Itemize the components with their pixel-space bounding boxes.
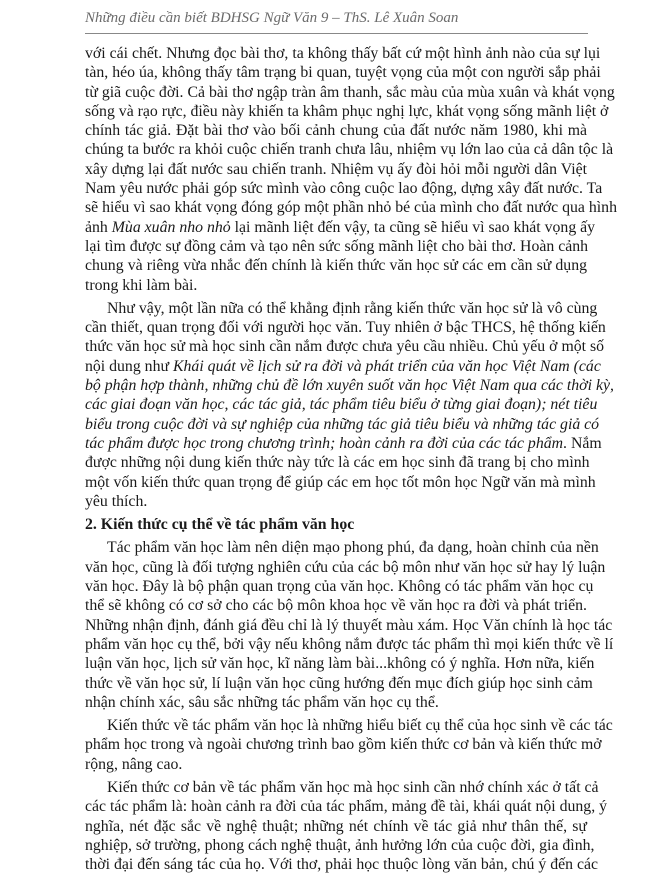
- text-line: [85, 198, 617, 217]
- italic-text: tác phẩm được học trong chương trình; hoàn cảnh ra đời của các tác phẩm: [85, 434, 564, 452]
- text: Những nhận định, đánh giá đều chỉ là lý thuyết màu xám. Học Văn chính là học tác: [85, 616, 613, 634]
- text: trong khi làm bài.: [85, 276, 198, 294]
- text: thức văn học sử mà học sinh cần nắm được chưa yêu cầu nhiều. Chủ yếu ở một số: [85, 338, 605, 356]
- text-line: [85, 616, 613, 635]
- text: Như vậy, một lần nữa có thể khẳng định rằng kiến thức văn học sử là vô cùng: [107, 299, 598, 317]
- text-line: [85, 635, 614, 654]
- text-line: [85, 778, 599, 797]
- text-line: [85, 492, 587, 511]
- text-line: [85, 276, 587, 295]
- text-line: [85, 299, 598, 318]
- text-line: [85, 654, 595, 673]
- text: Tác phẩm văn học làm nên diện mạo phong phú, đa dạng, hoàn chỉnh của nền: [107, 539, 599, 557]
- text: phẩm học trong và ngoài chương trình bao gồm kiến thức cơ bản và kiến thức mở: [85, 736, 602, 754]
- text-line: [85, 473, 596, 492]
- text-line: [85, 63, 601, 82]
- text: lại mãnh liệt đến vậy, ta cũng sẽ hiểu vì sao khát vọng ấy: [230, 218, 596, 236]
- text: từ giã cuộc đời. Cả bài thơ ngập tràn âm thanh, sắc màu của mùa xuân và khát vọng: [85, 83, 615, 101]
- text-line: [85, 44, 601, 63]
- italic-text: Khái quát về lịch sử ra đời và phát triển của văn học Việt Nam (các: [173, 357, 601, 375]
- text-line: [85, 102, 609, 121]
- text-line: [85, 318, 606, 337]
- text: Kiến thức cơ bản về tác phẩm văn học mà học sinh cần nhớ chính xác ở tất cả: [107, 778, 599, 796]
- text-line: [85, 237, 587, 256]
- text-line: [85, 179, 603, 198]
- text: rộng, nâng cao.: [85, 755, 183, 773]
- italic-text: Mùa xuân nho nhỏ: [111, 218, 231, 236]
- text: văn học. Đây là bộ phận quan trọng của văn học. Không có tác phẩm văn học cụ: [85, 578, 594, 596]
- text-line: [85, 337, 605, 356]
- section-heading: [85, 515, 587, 534]
- text: ảnh: [85, 218, 112, 236]
- paragraph: [85, 716, 613, 774]
- text: được những nội dung kiến thức này tức là các em học sinh đã trang bị cho mình: [85, 454, 590, 472]
- text-line: [85, 453, 590, 472]
- text: các tác phẩm là: hoàn cảnh ra đời của tác phẩm, mảng đề tài, khái quát nội dung, ý: [85, 798, 607, 816]
- text-line: [85, 83, 615, 102]
- text-line: [85, 357, 601, 376]
- text-line: [85, 836, 595, 855]
- text: sống và rạo rực, điều này khiến ta khâm phục nghị lực, khát vọng sống mãnh liệt ở: [85, 102, 609, 120]
- text: thể sẽ không có cơ sở cho các bộ môn khoa học về văn học ra đời và phát triển.: [85, 597, 587, 615]
- text: yêu thích.: [85, 492, 148, 510]
- text-line: [85, 735, 602, 754]
- text-line: [85, 855, 599, 874]
- text-line: [85, 755, 587, 774]
- text: nhận chính xác, sâu sắc những tác phẩm văn học cụ thể.: [85, 693, 439, 711]
- text-line: [85, 716, 613, 735]
- text: chính tác giả. Đặt bài thơ vào bối cảnh chung của đất nước năm 1980, khi mà: [85, 122, 587, 140]
- text-line: [85, 376, 614, 395]
- text: luận văn học, lịch sử văn học, kĩ năng làm bài...không có ý nghĩa. Hơn nữa, kiến: [85, 655, 595, 673]
- page-body: [85, 40, 617, 874]
- text: thức về văn học sử, lí luận văn học cũng hướng đến mục đích giúp học sinh cảm: [85, 674, 593, 692]
- text-line: [85, 538, 599, 557]
- text: nghĩa, nét đặc sắc về nghệ thuật; những nét chính về tác giả như thân thế, sự: [85, 817, 587, 835]
- text: lại tìm được sự đồng cảm và tạo nên sức sống mãnh liệt cho bài thơ. Hoàn cảnh: [85, 237, 589, 255]
- text: nghiệp, sở trường, phong cách nghệ thuật, ảnh hưởng lớn của cuộc đời, gia đình,: [85, 836, 595, 854]
- text-line: [85, 415, 600, 434]
- text-line: [85, 395, 598, 414]
- paragraph: [85, 44, 617, 295]
- text: văn học, cũng là đối tượng nghiên cứu của các bộ môn như văn học sử hay lý luận: [85, 558, 606, 576]
- text: cần thiết, quan trọng đối với người học văn. Tuy nhiên ở bậc THCS, hệ thống kiến: [85, 319, 606, 337]
- text: xây dựng lại đất nước sau chiến tranh. Nhiệm vụ ấy đòi hỏi mỗi người dân Việt: [85, 160, 587, 178]
- text: với cái chết. Nhưng đọc bài thơ, ta không thấy bất cứ một hình ảnh nào của sự lụi: [85, 45, 601, 62]
- text-line: [85, 218, 596, 237]
- text: Nam yêu nước phải góp sức mình vào công cuộc lao động, dựng xây đất nước. Ta: [85, 180, 603, 198]
- text: phẩm văn học cụ thể, bởi vậy nếu không nắm được tác phẩm thì mọi kiến thức về lí: [85, 635, 614, 653]
- text-line: [85, 434, 602, 453]
- italic-text: các giai đoạn văn học, các tác giả, tác phẩm tiêu biểu ở từng giai đoạn); nét tiêu: [85, 396, 598, 414]
- text-line: [85, 160, 587, 179]
- running-header: Những điều cần biết BDHSG Ngữ Văn 9 – ThS. Lê Xuân Soan: [85, 10, 459, 26]
- italic-text: bộ phận hợp thành, những chủ đề lớn xuyên suốt văn học Việt Nam qua các thời kỳ,: [85, 377, 614, 395]
- text: sẽ hiểu vì sao khát vọng đóng góp một phần nhỏ bé của mình cho đất nước qua hình: [85, 199, 617, 217]
- text-line: [85, 558, 606, 577]
- text-line: [85, 817, 587, 836]
- text: một vốn kiến thức quan trọng để giúp các em học tốt môn học Ngữ văn mà mình: [85, 473, 596, 491]
- text: tàn, héo úa, không thấy tâm trạng bi quan, tuyệt vọng của một con người sắp phải: [85, 64, 601, 82]
- text: nội dung như: [85, 357, 173, 375]
- header-divider: [85, 33, 588, 34]
- italic-text: biểu trong cuộc đời và sự nghiệp của những tác giả tiêu biểu và những tác giả có: [85, 415, 600, 433]
- text: thời đại đến sáng tác của họ. Với thơ, phải học thuộc lòng văn bản, chú ý đến các: [85, 856, 599, 874]
- text-line: [85, 693, 587, 712]
- text-line: [85, 674, 593, 693]
- text-line: [85, 140, 614, 159]
- text: . Nắm: [563, 434, 602, 452]
- text-line: [85, 121, 587, 140]
- paragraph: [85, 299, 614, 511]
- paragraph: [85, 778, 607, 874]
- text-line: [85, 515, 587, 534]
- text: chúng ta bước ra khỏi cuộc chiến tranh chưa lâu, nhiệm vụ lớn lao của cả dân tộc là: [85, 141, 614, 159]
- text-line: [85, 577, 594, 596]
- text-line: [85, 256, 587, 275]
- text: Kiến thức về tác phẩm văn học là những hiểu biết cụ thể của học sinh về các tác: [107, 717, 613, 735]
- text: chung và riêng vừa nhắc đến chính là kiến thức văn học sử các em cần sử dụng: [85, 257, 587, 275]
- text: 2. Kiến thức cụ thể về tác phẩm văn học: [85, 516, 355, 534]
- paragraph: [85, 538, 614, 712]
- text-line: [85, 596, 587, 615]
